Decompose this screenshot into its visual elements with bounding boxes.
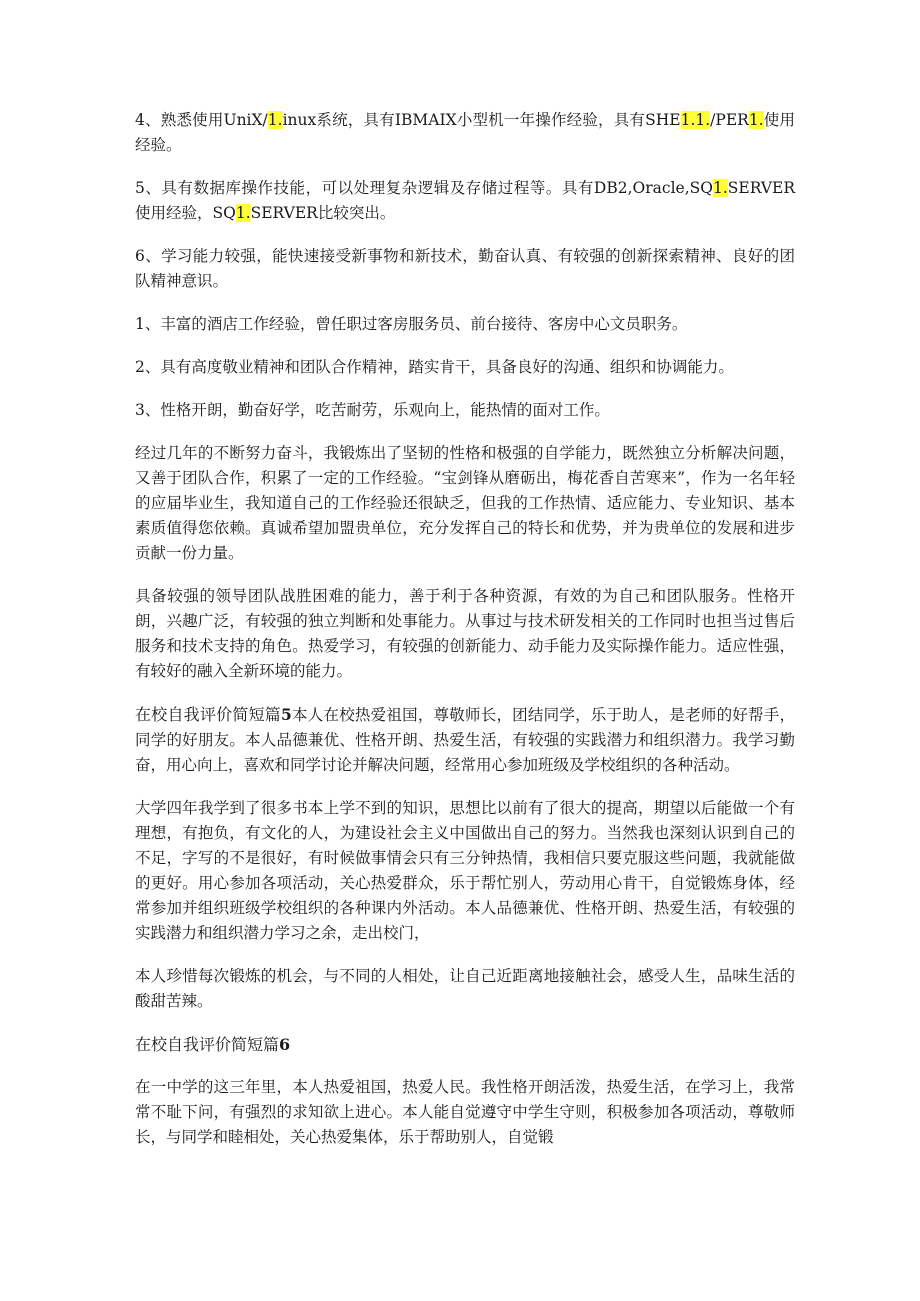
highlight-mark: 1. — [748, 111, 764, 129]
paragraph-personality: 3、性格开朗，勤奋好学，吃苦耐劳，乐观向上，能热情的面对工作。 — [135, 401, 610, 419]
highlight-mark: 1. — [235, 204, 251, 222]
section-heading-6 — [135, 1032, 795, 1057]
paragraph-self-summary: 经过几年的不断努力奋斗，我锻炼出了坚韧的性格和极强的自学能力，既然独立分析解决问题，又善于团队合作，积累了一定的工作经验。“宝剑锋从磨砺出，梅花香自苦寒来”，作为一名年轻的应届毕业生，我知道自己的工作经验还很缺乏，但我的工作热情、适应能力、专业知识、基本素质值得您依赖。真诚希望加盟贵单位，充分发挥自己的特长和优势，并为贵单位的发展和进步贡献一份力量。 — [135, 444, 795, 562]
paragraph-teamwork: 2、具有高度敬业精神和团队合作精神，踏实肯干，具备良好的沟通、组织和协调能力。 — [135, 358, 734, 376]
text-run: 使用经验。 — [135, 111, 795, 154]
highlight-mark: 1.1. — [680, 111, 711, 129]
paragraph-section-5 — [135, 702, 795, 778]
highlight-mark: 1. — [712, 179, 728, 197]
section-number-6: 6 — [279, 1035, 291, 1054]
paragraph-learning-ability: 6、学习能力较强，能快速接受新事物和新技术，勤奋认真、有较强的创新探索精神、良好的团队精神意识。 — [135, 247, 795, 290]
section-heading-5: 在校自我评价简短篇 — [135, 705, 282, 724]
section-number-5: 5 — [281, 705, 292, 724]
text-run: /PER — [710, 111, 749, 129]
paragraph-leadership: 具备较强的领导团队战胜困难的能力，善于利于各种资源，有效的为自己和团队服务。性格开朗，兴趣广泛，有较强的独立判断和处事能力。从事过与技术研发相关的工作同时也担当过售后服务和技术支持的角色。热爱学习，有较强的创新能力、动手能力及实际操作能力。适应性强，有较好的融入全新环境的能力。 — [135, 587, 795, 680]
text-run: 本人在校热爱祖国，尊敬师长，团结同学，乐于助人，是老师的好帮手，同学的好朋友。本人品德兼优、性格开朗、热爱生活，有较强的实践潜力和组织潜力。我学习勤奋，用心向上，喜欢和同学讨论并解决问题，经常用心参加班级及学校组织的各种活动。 — [135, 706, 795, 774]
highlight-mark: 1. — [267, 111, 283, 129]
paragraph-university: 大学四年我学到了很多书本上学不到的知识，思想比以前有了很大的提高，期望以后能做一个有理想，有抱负，有文化的人，为建设社会主义中国做出自己的努力。当然我也深刻认识到自己的不足，字写的不是很好，有时候做事情会只有三分钟热情，我相信只要克服这些问题，我就能做的更好。用心参加各项活动，关心热爱群众，乐于帮忙别人，劳动用心肯干，自觉锻炼身体，经常参加并组织班级学校组织的各种课内外活动。本人品德兼优、性格开朗、热爱生活，有较强的实践潜力和组织潜力学习之余，走出校门， — [135, 799, 795, 942]
paragraph-unix-skills — [135, 108, 795, 158]
paragraph-practice: 本人珍惜每次锻炼的机会，与不同的人相处，让自己近距离地接触社会，感受人生，品味生活的酸甜苦辣。 — [135, 967, 795, 1010]
text-run: SERVER使用经验，SQ — [135, 179, 795, 222]
heading-text: 在校自我评价简短篇 — [135, 1035, 280, 1054]
text-run: 5、具有数据库操作技能，可以处理复杂逻辑及存储过程等。具有DB2,Oracle,SQ — [135, 179, 713, 197]
text-run: inux系统，具有IBMAIX小型机一年操作经验，具有SHE — [282, 111, 681, 129]
paragraph-hotel-experience: 1、丰富的酒店工作经验，曾任职过客房服务员、前台接待、客房中心文员职务。 — [135, 315, 688, 333]
paragraph-middle-school: 在一中学的这三年里，本人热爱祖国，热爱人民。我性格开朗活泼，热爱生活，在学习上，我常常不耻下问，有强烈的求知欲上进心。本人能自觉遵守中学生守则，积极参加各项活动，尊敬师长，与同学和睦相处，关心热爱集体，乐于帮助别人，自觉锻 — [135, 1078, 795, 1146]
paragraph-database-skills — [135, 176, 795, 226]
document-page — [135, 108, 795, 1168]
text-run: SERVER比较突出。 — [250, 204, 396, 222]
text-run: 4、熟悉使用UniX/ — [135, 111, 268, 129]
